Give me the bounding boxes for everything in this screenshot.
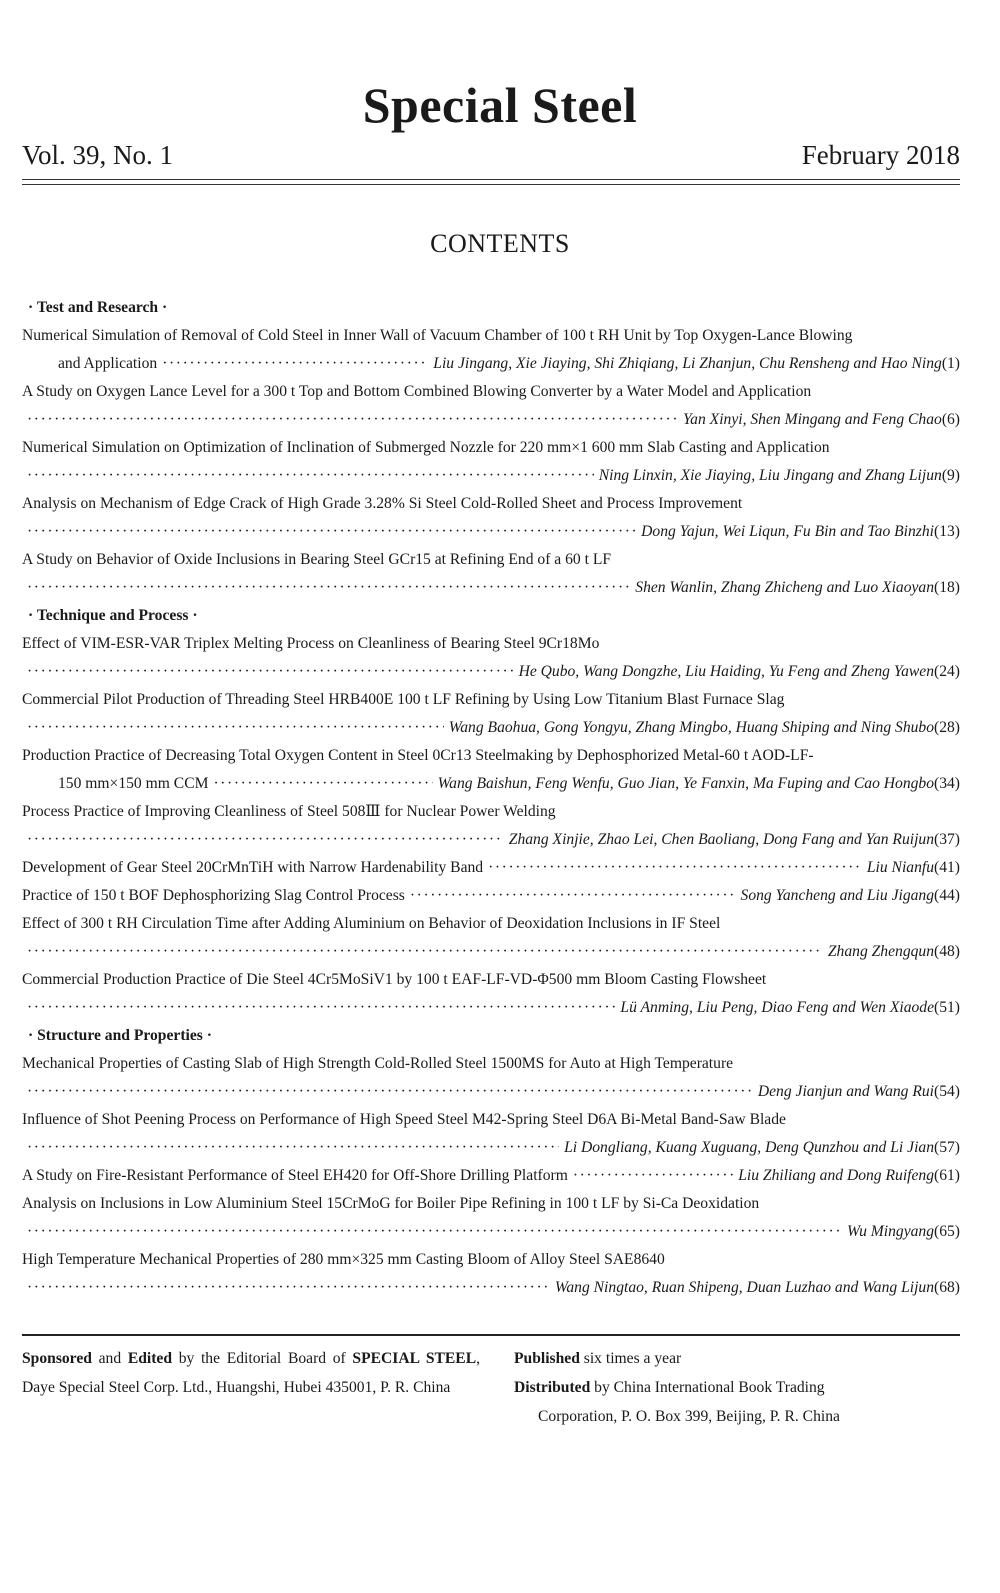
toc-entry-authors xyxy=(22,658,960,686)
article-authors: Liu Jingang, Xie Jiaying, Shi Zhiqiang, Li Zhanjun, Chu Rensheng and Hao Ning xyxy=(433,355,942,372)
toc-entry-authors xyxy=(22,1078,960,1106)
dot-leader xyxy=(27,462,594,490)
toc-entry xyxy=(22,882,960,910)
dot-leader xyxy=(27,1134,559,1162)
dot-leader xyxy=(27,826,504,854)
article-page: (34) xyxy=(934,775,960,792)
article-authors: Zhang Xinjie, Zhao Lei, Chen Baoliang, Dong Fang and Yan Ruijun xyxy=(508,831,935,848)
journal-title: Special Steel xyxy=(362,77,638,133)
article-title: Practice of 150 t BOF Dephosphorizing Slag Control Process xyxy=(22,887,405,904)
article-authors: Yan Xinyi, Shen Mingang and Feng Chao xyxy=(682,411,942,428)
article-title: A Study on Fire-Resistant Performance of Steel EH420 for Off-Shore Drilling Platform xyxy=(22,1167,568,1184)
article-title: High Temperature Mechanical Properties of 280 mm×325 mm Casting Bloom of Alloy Steel SAE8640 xyxy=(22,1251,665,1268)
article-title: Analysis on Inclusions in Low Aluminium Steel 15CrMoG for Boiler Pipe Refining in 100 t LF by Si-Ca Deoxidation xyxy=(22,1195,760,1212)
article-authors: Wang Baohua, Gong Yongyu, Zhang Mingbo, Huang Shiping and Ning Shubo xyxy=(448,719,935,736)
article-page: (68) xyxy=(934,1279,960,1296)
toc-entry xyxy=(22,1162,960,1190)
article-authors: Dong Yajun, Wei Liqun, Fu Bin and Tao Binzhi xyxy=(641,523,935,540)
article-page: (37) xyxy=(934,831,960,848)
article-page: (65) xyxy=(934,1223,960,1240)
distributed-text: by China International Book Trading xyxy=(594,1379,825,1396)
article-title: Mechanical Properties of Casting Slab of High Strength Cold-Rolled Steel 1500MS for Auto at High Temperature xyxy=(22,1055,734,1072)
article-page: (54) xyxy=(934,1083,960,1100)
section-heading: · Test and Research · xyxy=(28,299,168,316)
distributed-text-2: Corporation, P. O. Box 399, Beijing, P. R. China xyxy=(538,1408,840,1425)
article-page: (57) xyxy=(934,1139,960,1156)
section-heading: · Technique and Process · xyxy=(28,607,198,624)
article-title: Development of Gear Steel 20CrMnTiH with Narrow Hardenability Band xyxy=(22,859,484,876)
article-page: (9) xyxy=(941,467,960,484)
article-page: (18) xyxy=(934,579,960,596)
toc-entry-authors xyxy=(22,826,960,854)
dot-leader xyxy=(27,658,514,686)
article-authors: Li Dongliang, Kuang Xuguang, Deng Qunzhou and Li Jian xyxy=(564,1139,935,1156)
toc-entry-authors xyxy=(22,714,960,742)
article-page: (41) xyxy=(934,859,960,876)
contents-title: CONTENTS xyxy=(430,229,570,258)
toc-entry-authors xyxy=(22,938,960,966)
article-title: Numerical Simulation of Removal of Cold Steel in Inner Wall of Vacuum Chamber of 100 t RH Unit by Top Oxygen-Lance Blowing xyxy=(22,327,853,344)
article-title: Process Practice of Improving Cleanliness of Steel 508Ⅲ for Nuclear Power Welding xyxy=(22,803,556,820)
article-authors: Liu Zhiliang and Dong Ruifeng xyxy=(738,1167,935,1184)
article-page: (6) xyxy=(941,411,960,428)
header-rule-thick xyxy=(22,179,960,180)
published-text: six times a year xyxy=(583,1350,682,1367)
article-title: Influence of Shot Peening Process on Performance of High Speed Steel M42-Spring Steel D6A Bi-Metal Band-Saw Blade xyxy=(22,1111,786,1128)
article-authors: Wang Ningtao, Ruan Shipeng, Duan Luzhao and Wang Lijun xyxy=(554,1279,935,1296)
dot-leader xyxy=(162,350,428,378)
section-heading: · Structure and Properties · xyxy=(28,1027,212,1044)
published-line xyxy=(514,1344,960,1373)
article-title-continuation: 150 mm×150 mm CCM xyxy=(58,775,209,792)
dot-leader xyxy=(410,882,736,910)
article-title: A Study on Oxygen Lance Level for a 300 t Top and Bottom Combined Blowing Converter by a Water Model and Application xyxy=(22,383,812,400)
article-title: Analysis on Mechanism of Edge Crack of High Grade 3.28% Si Steel Cold-Rolled Sheet and Process Improvement xyxy=(22,495,743,512)
and-word: and xyxy=(98,1350,122,1367)
article-authors: Liu Nianfu xyxy=(866,859,935,876)
published-label: Published xyxy=(514,1350,580,1367)
article-page: (48) xyxy=(934,943,960,960)
toc-entry-authors xyxy=(22,1274,960,1302)
footer-sponsor-block xyxy=(22,1344,480,1402)
dot-leader xyxy=(573,1162,733,1190)
footer-publish-block xyxy=(514,1344,960,1431)
volume-issue: Vol. 39, No. 1 xyxy=(22,140,174,170)
toc-entry-authors xyxy=(22,994,960,1022)
article-authors: Wang Baishun, Feng Wenfu, Guo Jian, Ye Fanxin, Ma Fuping and Cao Hongbo xyxy=(437,775,935,792)
article-page: (24) xyxy=(934,663,960,680)
article-page: (44) xyxy=(934,887,960,904)
toc-entry-authors xyxy=(22,350,960,378)
article-title: Effect of 300 t RH Circulation Time after Adding Aluminium on Behavior of Deoxidation Inclusions in IF Steel xyxy=(22,915,721,932)
dot-leader xyxy=(27,994,615,1022)
toc-entry-authors xyxy=(22,406,960,434)
article-authors: Shen Wanlin, Zhang Zhicheng and Luo Xiaoyan xyxy=(635,579,935,596)
footer-rule xyxy=(22,1334,960,1336)
article-page: (61) xyxy=(934,1167,960,1184)
article-title: Commercial Pilot Production of Threading Steel HRB400E 100 t LF Refining by Using Low Titanium Blast Furnace Slag xyxy=(22,691,785,708)
article-title: Effect of VIM-ESR-VAR Triplex Melting Process on Cleanliness of Bearing Steel 9Cr18Mo xyxy=(22,635,600,652)
dot-leader xyxy=(27,1218,842,1246)
issue-date: February 2018 xyxy=(801,140,960,170)
sponsored-label: Sponsored xyxy=(22,1350,92,1367)
sponsor-text-1: by the Editorial Board of xyxy=(178,1350,346,1367)
toc-entry-authors xyxy=(22,574,960,602)
article-title: A Study on Behavior of Oxide Inclusions in Bearing Steel GCr15 at Refining End of a 60 t LF xyxy=(22,551,612,568)
toc-entry-authors xyxy=(22,462,960,490)
distributed-line xyxy=(514,1373,960,1402)
dot-leader xyxy=(27,714,444,742)
toc-entry-authors xyxy=(22,518,960,546)
edited-label: Edited xyxy=(127,1350,173,1367)
special-steel-caps: SPECIAL STEEL xyxy=(352,1350,477,1367)
toc-entry xyxy=(22,854,960,882)
article-title: Production Practice of Decreasing Total Oxygen Content in Steel 0Cr13 Steelmaking by Dephosphorized Metal-60 t AOD-LF- xyxy=(22,747,814,764)
dot-leader xyxy=(488,854,862,882)
toc-entry-authors xyxy=(22,1218,960,1246)
distributed-line-2 xyxy=(514,1402,960,1431)
article-page: (1) xyxy=(941,355,960,372)
dot-leader xyxy=(27,938,823,966)
dot-leader xyxy=(27,1078,753,1106)
article-authors: Song Yancheng and Liu Jigang xyxy=(740,887,935,904)
table-of-contents xyxy=(22,294,960,1302)
dot-leader xyxy=(213,770,432,798)
article-authors: Lü Anming, Liu Peng, Diao Feng and Wen Xiaode xyxy=(620,999,935,1016)
article-authors: Wu Mingyang xyxy=(846,1223,935,1240)
article-page: (51) xyxy=(934,999,960,1016)
header-rule-thin xyxy=(22,184,960,185)
toc-entry-authors xyxy=(22,770,960,798)
article-authors: He Qubo, Wang Dongzhe, Liu Haiding, Yu Feng and Zheng Yawen xyxy=(518,663,935,680)
article-title: Commercial Production Practice of Die Steel 4Cr5MoSiV1 by 100 t EAF-LF-VD-Φ500 mm Bloom Casting Flowsheet xyxy=(22,971,767,988)
article-authors: Ning Linxin, Xie Jiaying, Liu Jingang and Zhang Lijun xyxy=(598,467,942,484)
distributed-label: Distributed xyxy=(514,1379,591,1396)
article-authors: Deng Jianjun and Wang Rui xyxy=(757,1083,935,1100)
article-title-continuation: and Application xyxy=(58,355,158,372)
toc-entry-authors xyxy=(22,1134,960,1162)
dot-leader xyxy=(27,1274,550,1302)
article-page: (13) xyxy=(934,523,960,540)
article-title: Numerical Simulation on Optimization of Inclination of Submerged Nozzle for 220 mm×1 600 mm Slab Casting and Application xyxy=(22,439,830,456)
dot-leader xyxy=(27,518,636,546)
article-page: (28) xyxy=(934,719,960,736)
sponsor-text-2: , Daye Special Steel Corp. Ltd., Huangshi, Hubei 435001, P. R. China xyxy=(22,1350,481,1396)
dot-leader xyxy=(27,406,678,434)
article-authors: Zhang Zhengqun xyxy=(827,943,935,960)
dot-leader xyxy=(27,574,630,602)
